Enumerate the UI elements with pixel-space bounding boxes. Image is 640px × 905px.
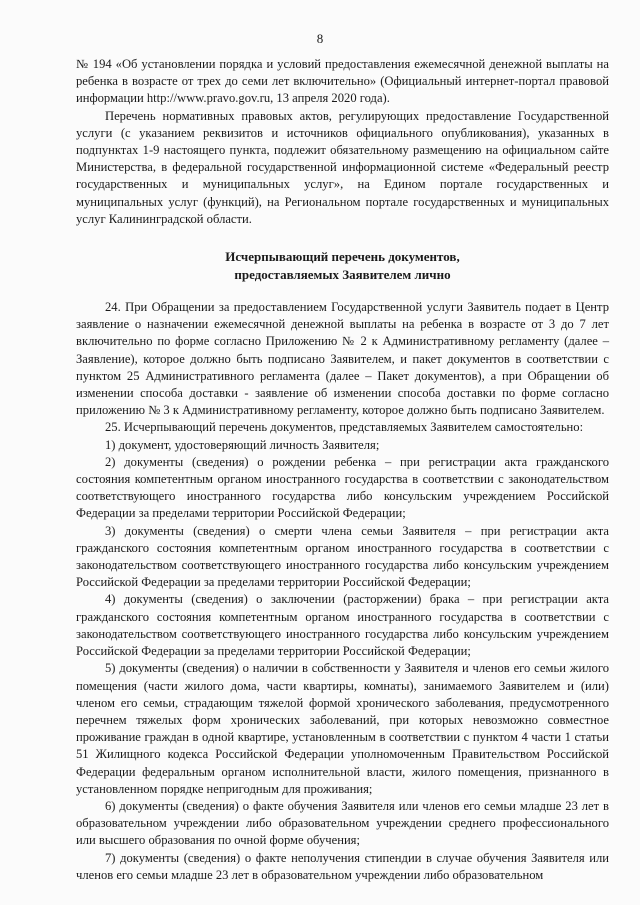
section-title-line-1: Исчерпывающий перечень документов,	[225, 249, 460, 265]
list-item-2: 2) документы (сведения) о рождении ребенка – при регистрации акта гражданского состояния компетентным органом иностранного государства в соответствии с законодательством соответствующего иностранного государства либо консульским учреждением Российской Федерации за пределами территории Российской Федерации;	[76, 454, 609, 521]
paragraph-25: 25. Исчерпывающий перечень документов, представляемых Заявителем самостоятельно:	[105, 420, 584, 435]
document-body	[76, 56, 609, 884]
page-number: 8	[316, 31, 324, 46]
list-item-7: 7) документы (сведения) о факте неполучения стипендии в случае обучения Заявителя или членов его семьи младше 23 лет в образовательном учреждении либо образовательном	[76, 850, 609, 882]
section-title-line-2: предоставляемых Заявителем лично	[234, 267, 451, 283]
section-title	[76, 248, 609, 284]
list-item-3: 3) документы (сведения) о смерти члена семьи Заявителя – при регистрации акта гражданского состояния компетентным органом иностранного государства в соответствии с законодательством соответствующего иностранного государства либо консульским учреждением Российской Федерации за пределами территории Российской Федерации;	[76, 523, 609, 590]
intro-paragraph-2: Перечень нормативных правовых актов, регулирующих предоставление Государственной услуги (с указанием реквизитов и источников официального опубликования), указанных в подпунктах 1-9 настоящего пункта, подлежит обязательному размещению на официальном сайте Министерства, в федеральной государственной информационной системе «Федеральный реестр государственных и муниципальных услуг», на Едином портале государственных и муниципальных услуг (функций), на Региональном портале государственных и муниципальных услуг Калининградской области.	[76, 108, 609, 226]
list-item-1: 1) документ, удостоверяющий личность Заявителя;	[105, 437, 380, 452]
list-item-5: 5) документы (сведения) о наличии в собственности у Заявителя и членов его семьи жилого помещения (части жилого дома, части квартиры, комнаты), занимаемого Заявителем и (или) членом его семьи, страдающим тяжелой формой хронического заболевания, предусмотренного перечнем тяжелых форм хронических заболеваний, при которых невозможно совместное проживание граждан в одной квартире, установленным в соответствии с пунктом 4 части 1 статьи 51 Жилищного кодекса Российской Федерации уполномоченным Правительством Российской Федерации федеральным органом исполнительной власти, жилого помещения, признанного в установленном порядке непригодным для проживания;	[76, 661, 609, 796]
intro-paragraph-1: № 194 «Об установлении порядка и условий предоставления ежемесячной денежной выплаты на ребенка в возрасте от трех до семи лет включительно» (Официальный интернет-портал правовой информации http://www.pravo.gov.ru, 13 апреля 2020 года).	[76, 57, 609, 106]
paragraph-24: 24. При Обращении за предоставлением Государственной услуги Заявитель подает в Центр заявление о назначении ежемесячной денежной выплаты на ребенка в возрасте от 3 до 7 лет включительно по форме согласно Приложению № 2 к Административному регламенту (далее – Заявление), которое должно быть подписано Заявителем, и пакет документов в соответствии с пунктом 25 Административного регламента (далее – Пакет документов), а при Обращении об изменении способа доставки - заявление об изменении способа доставки по форме согласно приложению № 3 к Административному регламенту, которое должно быть подписано Заявителем.	[76, 300, 609, 418]
list-item-4: 4) документы (сведения) о заключении (расторжении) брака – при регистрации акта гражданского состояния компетентным органом иностранного государства в соответствии с законодательством соответствующего иностранного государства либо консульским учреждением Российской Федерации за пределами территории Российской Федерации;	[76, 592, 609, 659]
list-item-6: 6) документы (сведения) о факте обучения Заявителя или членов его семьи младше 23 лет в образовательном учреждении либо образовательном учреждении среднего профессионального или высшего образования по очной форме обучения;	[76, 798, 609, 848]
